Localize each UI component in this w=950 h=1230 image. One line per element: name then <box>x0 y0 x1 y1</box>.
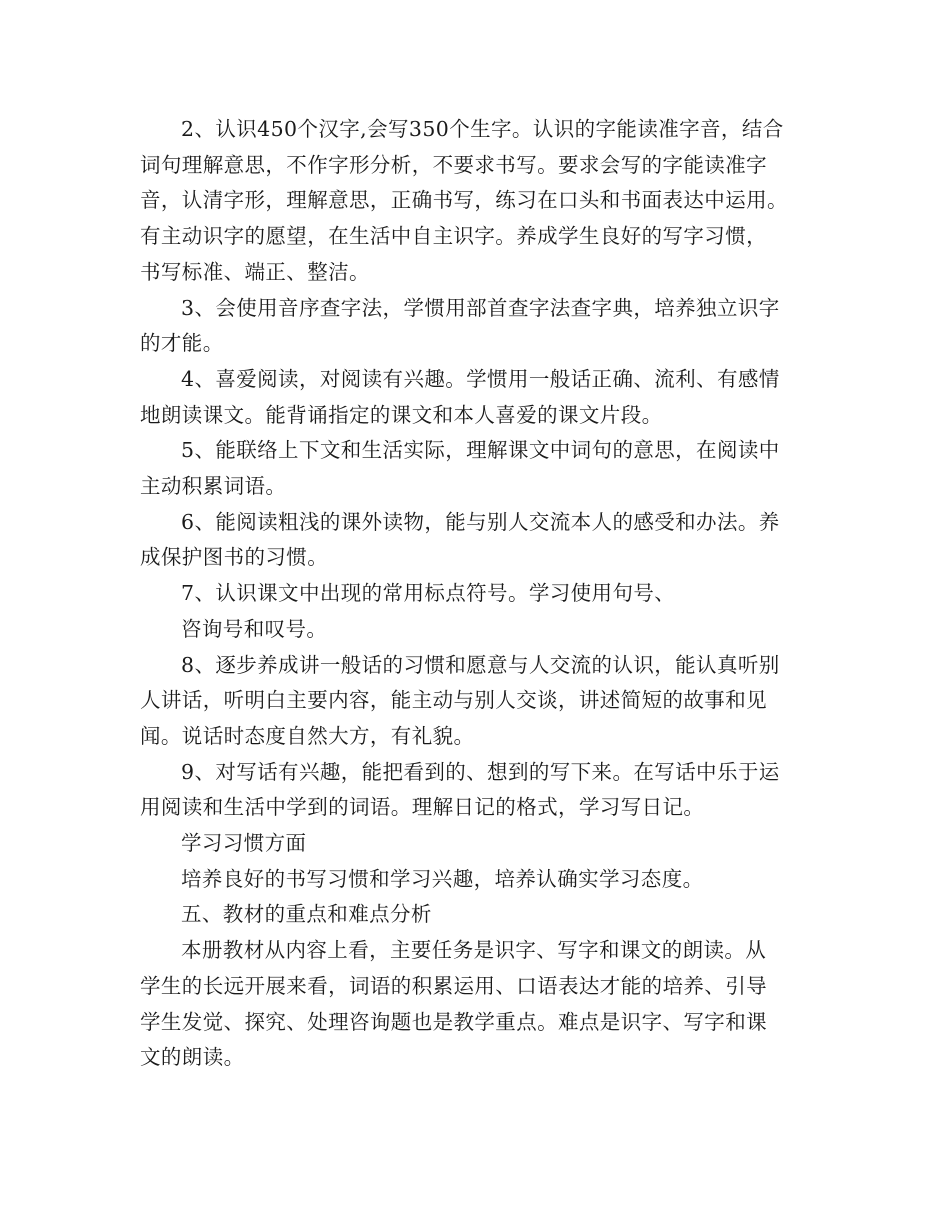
text-line: 的才能。 <box>140 331 224 356</box>
text-line: 人讲话，听明白主要内容，能主动与别人交谈，讲述简短的故事和见 <box>140 688 767 713</box>
section-heading: 五、教材的重点和难点分析 <box>181 902 432 927</box>
text-line: 3、会使用音序查字法，学惯用部首查字法查字典，培养独立识字 <box>181 295 780 320</box>
text-line: 咨询号和叹号。 <box>181 616 328 641</box>
text-line: 闻。说话时态度自然大方，有礼貌。 <box>140 723 475 748</box>
document-body <box>140 112 820 1076</box>
text-line: 有主动识字的愿望，在生活中自主识字。养成学生良好的写字习惯， <box>140 224 767 249</box>
text-line: 8、逐步养成讲一般话的习惯和愿意与人交流的认识，能认真听别 <box>181 652 780 677</box>
text-line: 词句理解意思，不作字形分析，不要求书写。要求会写的字能读准字 <box>140 152 767 177</box>
text-line: 5、能联络上下文和生活实际，理解课文中词句的意思，在阅读中 <box>181 438 780 463</box>
text-line: 学生的长远开展来看，词语的积累运用、口语表达才能的培养、引导 <box>140 973 767 998</box>
text-line: 本册教材从内容上看，主要任务是识字、写字和课文的朗读。从 <box>181 938 767 963</box>
text-line: 4、喜爱阅读，对阅读有兴趣。学惯用一般话正确、流利、有感情 <box>181 366 780 391</box>
text-line: 书写标准、端正、整洁。 <box>140 259 370 284</box>
text-line: 用阅读和生活中学到的词语。理解日记的格式，学习写日记。 <box>140 795 705 820</box>
text-line: 文的朗读。 <box>140 1045 245 1070</box>
text-line: 地朗读课文。能背诵指定的课文和本人喜爱的课文片段。 <box>140 402 663 427</box>
section-heading: 学习习惯方面 <box>181 831 307 856</box>
text-line: 培养良好的书写习惯和学习兴趣，培养认确实学习态度。 <box>181 866 704 891</box>
text-line: 6、能阅读粗浅的课外读物，能与别人交流本人的感受和办法。养 <box>181 509 780 534</box>
text-line: 成保护图书的习惯。 <box>140 545 329 570</box>
text-line: 主动积累词语。 <box>140 474 287 499</box>
text-line: 7、认识课文中出现的常用标点符号。学习使用句号、 <box>181 581 676 606</box>
text-line: 2、认识450个汉字,会写350个生字。认识的字能读准字音，结合 <box>181 117 784 141</box>
text-line: 学生发觉、探究、处理咨询题也是教学重点。难点是识字、写字和课 <box>140 1009 767 1034</box>
text-line: 音，认清字形，理解意思，正确书写，练习在口头和书面表达中运用。 <box>140 188 788 213</box>
text-line: 9、对写话有兴趣，能把看到的、想到的写下来。在写话中乐于运 <box>181 759 780 784</box>
